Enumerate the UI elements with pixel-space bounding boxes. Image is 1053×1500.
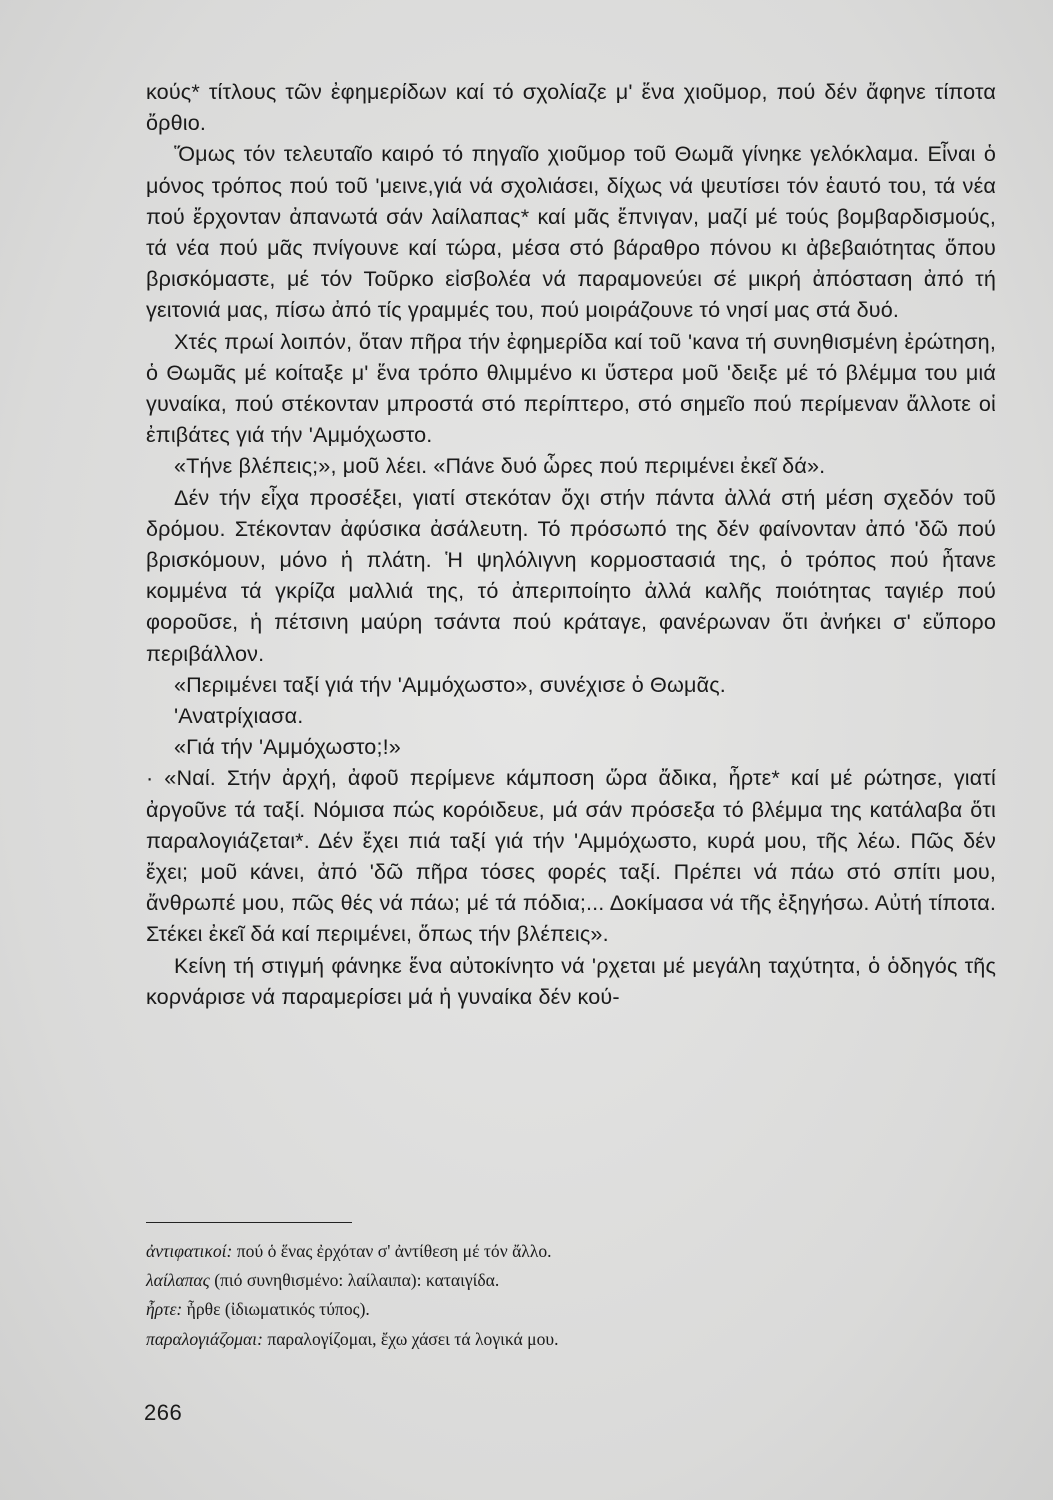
paragraph: Δέν τήν εἶχα προσέξει, γιατί στεκόταν ὄχι στήν πάντα ἀλλά στή μέση σχεδόν τοῦ δρόμου. Στέκονταν ἀφύσικα ἀσάλευτη. Τό πρόσωπό της δέν φαίνονταν ἀπό 'δῶ πού βρισκόμουν, μόνο ἡ πλάτη. Ἡ ψηλόλιγνη κορμοστασιά της, ὁ τρόπος πού ἦτανε κομμένα τά γκρίζα μαλλιά της, τό ἀπεριποίητο ἀλλά καλῆς ποιότητας ταγιέρ πού φοροῦσε, ἡ πέτσινη μαύρη τσάντα πού κράταγε, φανέρωναν ὅτι ἀνήκει σ' εὔπορο περιβάλλον. bbox=[146, 484, 996, 666]
footnote-definition: (πιό συνηθισμένο: λαίλαιπα): καταιγίδα. bbox=[209, 1270, 500, 1291]
paragraph: Κείνη τή στιγμή φάνηκε ἕνα αὐτοκίνητο νά 'ρχεται μέ μεγάλη ταχύτητα, ὁ ὁδηγός τῆς κορνάρισε νά παραμερίσει μά ἡ γυναίκα δέν κού- bbox=[146, 952, 996, 1009]
footnote-term: ἀντιφατικοί: bbox=[146, 1241, 233, 1261]
footnote bbox=[146, 1237, 996, 1266]
paragraph: «Τήνε βλέπεις;», μοῦ λέει. «Πάνε δυό ὧρες πού περιμένει ἐκεῖ δά». bbox=[174, 453, 826, 479]
footnote-term: λαίλαπας bbox=[146, 1270, 210, 1291]
footnote-definition: πού ὁ ἕνας ἐρχόταν σ' ἀντίθεση μέ τόν ἄλλο. bbox=[232, 1241, 552, 1261]
paragraph: «Περιμένει ταξί γιά τήν 'Αμμόχωστο», συνέχισε ὁ Θωμᾶς. bbox=[174, 671, 726, 697]
footnote-term: ἦρτε: bbox=[146, 1299, 183, 1320]
footnote bbox=[146, 1295, 996, 1324]
footnote-definition: παραλογίζομαι, ἔχω χάσει τά λογικά μου. bbox=[262, 1328, 559, 1349]
paragraph: · «Ναί. Στήν ἀρχή, ἀφοῦ περίμενε κάμποση ὥρα ἄδικα, ἦρτε* καί μέ ρώτησε, γιατί ἀργοῦνε τά ταξί. Νόμισα πώς κορόιδευε, μά σάν πρόσεξα τό βλέμμα της κατάλαβα ὅτι παραλογιάζεται*. Δέν ἔχει πιά ταξί γιά τήν 'Αμμόχωστο, κυρά μου, τῆς λέω. Πῶς δέν ἔχει; μοῦ κάνει, ἀπό 'δῶ πῆρα τόσες φορές ταξί. Πρέπει νά πάω στό σπίτι μου, ἄνθρωπέ μου, πῶς θές νά πάω; μέ τά πόδια;... Δοκίμασα νά τῆς ἐξηγήσω. Αὐτή τίποτα. Στέκει ἐκεῖ δά καί περιμένει, ὅπως τήν βλέπεις». bbox=[146, 765, 996, 947]
page-number: 266 bbox=[144, 1400, 183, 1425]
footnote bbox=[146, 1266, 996, 1295]
main-text bbox=[146, 76, 996, 1012]
paragraph: Ὅμως τόν τελευταῖο καιρό τό πηγαῖο χιοῦμορ τοῦ Θωμᾶ γίνηκε γελόκλαμα. Εἶναι ὁ μόνος τρόπος πού τοῦ 'μεινε,γιά νά σχολιάσει, δίχως νά ψευτίσει τόν ἑαυτό του, τά νέα πού ἔρχονταν ἀπανωτά σάν λαίλαπας* καί μᾶς ἔπνιγαν, μαζί μέ τούς βομβαρδισμούς, τά νέα πού μᾶς πνίγουνε καί τώρα, μέσα στό βάραθρο πόνου κι ἀβεβαιότητας ὅπου βρισκόμαστε, μέ τόν Τοῦρκο εἰσβολέα νά παραμονεύει σέ μικρή ἀπόσταση ἀπό τή γειτονιά μας, πίσω ἀπό τίς γραμμές του, πού μοιράζουνε τό νησί μας στά δυό. bbox=[146, 141, 996, 323]
footnote-separator bbox=[146, 1222, 352, 1223]
footnote bbox=[146, 1325, 996, 1354]
footnotes bbox=[146, 1237, 996, 1354]
paragraph: Χτές πρωί λοιπόν, ὅταν πῆρα τήν ἐφημερίδα καί τοῦ 'κανα τή συνηθισμένη ἐρώτηση, ὁ Θωμᾶς μέ κοίταξε μ' ἕνα τρόπο θλιμμένο κι ὕστερα μοῦ 'δειξε μέ τό βλέμμα του μιά γυναίκα, πού στέκονταν μπροστά στό περίπτερο, στό σημεῖο πού περίμεναν ἄλλοτε οἱ ἐπιβάτες γιά τήν 'Αμμόχωστο. bbox=[146, 328, 996, 448]
paragraph: «Γιά τήν 'Αμμόχωστο;!» bbox=[174, 734, 401, 760]
paragraph: 'Ανατρίχιασα. bbox=[174, 703, 304, 729]
paragraph-continued: κούς* τίτλους τῶν ἐφημερίδων καί τό σχολίαζε μ' ἕνα χιοῦμορ, πού δέν ἄφηνε τίποτα ὄρθιο. bbox=[146, 79, 996, 136]
footnote-definition: ἦρθε (ἰδιωματικός τύπος). bbox=[182, 1299, 370, 1320]
footnote-term: παραλογιάζομαι: bbox=[146, 1328, 263, 1349]
